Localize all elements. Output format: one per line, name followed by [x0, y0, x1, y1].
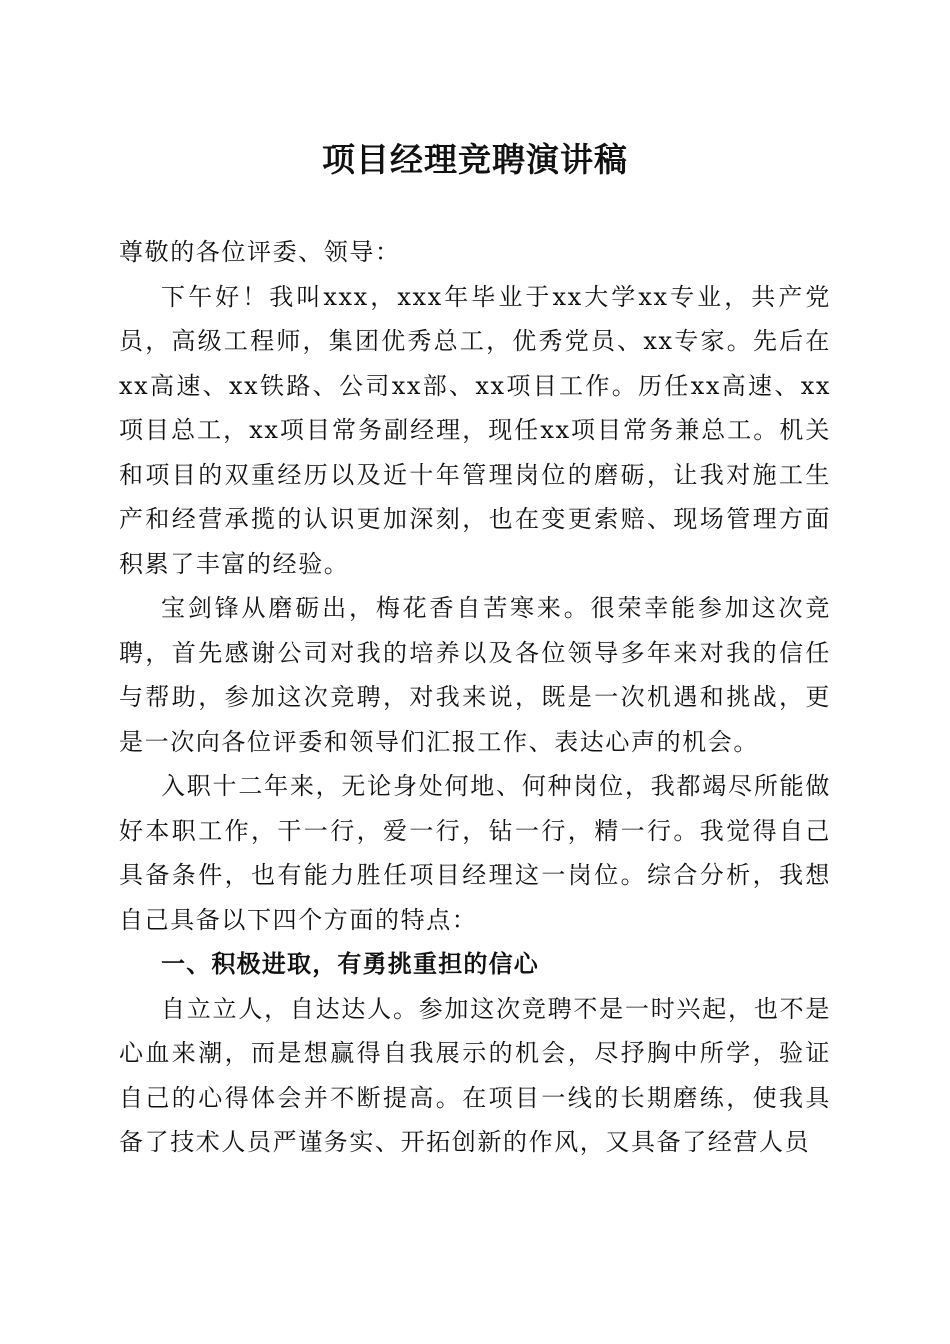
salutation: 尊敬的各位评委、领导：: [119, 238, 401, 266]
document-title: 项目经理竞聘演讲稿: [322, 140, 628, 179]
section-heading: 一、积极进取，有勇挑重担的信心: [161, 950, 539, 978]
paragraph-qualification: 入职十二年来，无论身处何地、何种岗位，我都竭尽所能做好本职工作，干一行，爱一行，钻一行，精一行。我觉得自己具备条件，也有能力胜任项目经理这一岗位。综合分析，我想自己具备以下四个方面的特点：: [119, 772, 831, 934]
document-body: [119, 230, 831, 1165]
paragraph-introduction: 下午好！我叫xxx，xxx年毕业于xx大学xx专业，共产党员，高级工程师，集团优秀总工，优秀党员、xx专家。先后在xx高速、xx铁路、公司xx部、xx项目工作。历任xx高速、xx项目总工，xx项目常务副经理，现任xx项目常务兼总工。机关和项目的双重经历以及近十年管理岗位的磨砺，让我对施工生产和经营承揽的认识更加深刻，也在变更索赔、现场管理方面积累了丰富的经验。: [119, 282, 831, 578]
paragraph-gratitude: 宝剑锋从磨砺出，梅花香自苦寒来。很荣幸能参加这次竞聘，首先感谢公司对我的培养以及各位领导多年来对我的信任与帮助，参加这次竞聘，对我来说，既是一次机遇和挑战，更是一次向各位评委和领导们汇报工作、表达心声的机会。: [119, 594, 831, 756]
paragraph-section-one: 自立立人，自达达人。参加这次竞聘不是一时兴起，也不是心血来潮，而是想赢得自我展示的机会，尽抒胸中所学，验证自己的心得体会并不断提高。在项目一线的长期磨练，使我具备了技术人员严谨务实、开拓创新的作风，又具备了经营人员: [119, 994, 831, 1156]
